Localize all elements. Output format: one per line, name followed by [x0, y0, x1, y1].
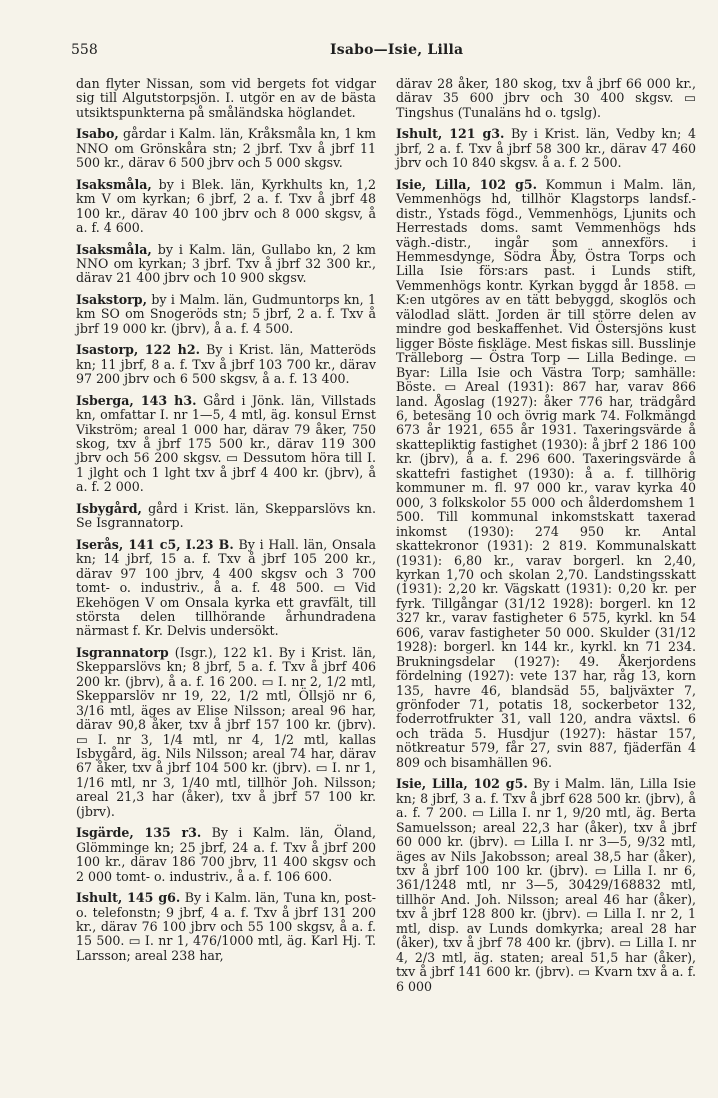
entry-headword: Isie, Lilla, 102 g5.	[396, 776, 528, 792]
entry	[76, 502, 376, 531]
right-column	[396, 77, 696, 1001]
entry-text: By i Krist. län, Vedby kn; 4 jbrf, 2 a. f. Txv å jbrf 58 300 kr., därav 47 460 jbrv och 10 840 skgsv. å a. f. 2 500.	[396, 126, 696, 171]
entry-text: (Isgr.), 122 k1. By i Krist. län, Skepparslövs kn; 8 jbrf, 5 a. f. Txv å jbrf 406 200 kr. (jbrv), å a. f. 16 200. ▭ I. nr 2, 1/2 mtl, Skepparslöv nr 19, 22, 1/2 mtl, Öllsjö nr 6, 3/16 mtl, äges av Elise Nilsson; areal 96 har, därav 90,8 åker, txv å jbrf 157 100 kr. (jbrv). ▭ I. nr 3, 1/4 mtl, nr 4, 1/2 mtl, kallas Isbygård, äg. Nils Nilsson; areal 74 har, därav 67 åker, txv å jbrf 104 500 kr. (jbrv). ▭ I. nr 1, 1/16 mtl, nr 3, 1/40 mtl, tillhör Joh. Nilsson; areal 21,3 har (åker), txv å jbrf 57 100 kr. (jbrv).	[76, 644, 376, 819]
entry	[76, 77, 376, 120]
entry	[76, 646, 376, 819]
entry-text: gårdar i Kalm. län, Kråksmåla kn, 1 km NNO om Grönskåra stn; 2 jbrf. Txv å jbrf 11 500 kr., därav 6 500 jbrv och 5 000 skgsv.	[76, 126, 376, 171]
entry-headword: Isastorp, 122 h2.	[76, 342, 200, 358]
entry-headword: Isakstorp,	[76, 291, 147, 307]
entry-text: gård i Krist. län, Skepparslövs kn. Se Isgrannatorp.	[76, 500, 376, 531]
entry-headword: Isberga, 143 h3.	[76, 392, 197, 408]
entry-text: Kommun i Malm. län, Vemmenhögs hd, tillhör Klagstorps landsf.-distr., Ystads fögd., Vemmenhögs, Ljunits och Herrestads doms. samt Vemmenhögs hds vägh.-distr., ingår som annexförs. i Hemmesdynge, Södra Åby, Östra Torps och Lilla Isie förs:ars past. i Lunds stift, Vemmenhögs kontr. Kyrkan byggd år 1858. ▭ K:en utgöres av en tätt bebyggd, skoglös och välodlad slätt. Jorden är till större delen av mindre god beskaffenhet. Vid Östersjöns kust ligger Böste fiskläge. Mest fiskas sill. Busslinje Trälleborg — Östra Torp — Lilla Bedinge. ▭ Byar: Lilla Isie och Västra Torp; samhälle: Böste. ▭ Areal (1931): 867 har, varav 866 land. Ågoslag (1927): åker 776 har, trädgård 6, betesäng 10 och övrig mark 74. Folkmängd 673 år 1921, 655 år 1931. Taxeringsvärde å skattepliktig fastighet (1930): å jbrf 2 186 100 kr. (jbrv), å a. f. 296 600. Taxeringsvärde å skattefri fastighet (1930): å a. f. tillhörig kommuner m. fl. 97 000 kr., varav kyrka 40 000, 3 folkskolor 55 000 och ålderdomshem 1 500. Till kommunal inkomstskatt taxerad inkomst (1930): 274 950 kr. Antal skattekronor (1931): 2 819. Kommunalskatt (1931): 6,80 kr., varav borgerl. kn 2,40, kyrkan 1,70 och skolan 2,70. Landstingsskatt (1931): 2,20 kr. Vägskatt (1931): 0,20 kr. per fyrk. Tillgångar (31/12 1928): borgerl. kn 12 327 kr., varav fastigheter 6 575, kyrkl. kn 54 606, varav fastigheter 50 000. Skulder (31/12 1928): borgerl. kn 144 kr., kyrkl. kn 71 234. Brukningsdelar (1927): 49. Åkerjordens fördelning (1927): vete 137 har, råg 13, korn 135, havre 46, blandsäd 55, baljväxter 7, grönfoder 71, potatis 18, sockerbetor 132, foderrotfrukter 31, vall 120, andra växtsl. 6 och träda 5. Husdjur (1927): hästar 157, nötkreatur 579, får 27, svin 887, fjäderfän 4 809 och bisamhällen 96.	[396, 176, 696, 770]
entry	[76, 891, 376, 963]
entry-headword: Isabo,	[76, 126, 119, 142]
entry-text: by i Malm. län, Gudmuntorps kn, 1 km SO om Snogeröds stn; 5 jbrf, 2 a. f. Txv å jbrf 19 000 kr. (jbrv), å a. f. 4 500.	[76, 291, 376, 336]
entry-text: By i Kalm. län, Öland, Glömminge kn; 25 jbrf, 24 a. f. Txv å jbrf 200 100 kr., därav 186 700 jbrv, 11 400 skgsv och 2 000 tomt- o. industriv., å a. f. 106 600.	[76, 825, 376, 884]
entry	[76, 826, 376, 884]
entry-text: by i Kalm. län, Gullabo kn, 2 km NNO om kyrkan; 3 jbrf. Txv å jbrf 32 300 kr., därav 21 400 jbrv och 10 900 skgsv.	[76, 241, 376, 286]
entry-text: By i Kalm. län, Tuna kn, post- o. telefonstn; 9 jbrf, 4 a. f. Txv å jbrf 131 200 kr., därav 76 100 jbrv och 55 100 skgsv, å a. f. 15 500. ▭ I. nr 1, 476/1000 mtl, äg. Karl Hj. T. Larsson; areal 238 har,	[76, 890, 376, 963]
entry-text: by i Blek. län, Kyrkhults kn, 1,2 km V om kyrkan; 6 jbrf, 2 a. f. Txv å jbrf 48 100 kr., därav 40 100 jbrv och 8 000 skgsv, å a. f. 4 600.	[76, 176, 376, 236]
entry	[396, 178, 696, 771]
entry	[76, 178, 376, 236]
entry-headword: Isaksmåla,	[76, 176, 152, 192]
entry-headword: Isgrannatorp	[76, 644, 169, 660]
entry-headword: Isbygård,	[76, 500, 142, 516]
entry-headword: Iserås, 141 c5, I.23 B.	[76, 536, 234, 552]
entry	[396, 127, 696, 170]
entry	[76, 293, 376, 336]
entry-text: Gård i Jönk. län, Villstads kn, omfattar I. nr 1—5, 4 mtl, äg. konsul Ernst Vikström; areal 1 000 har, därav 79 åker, 750 skog, txv å jbrf 175 500 kr., därav 119 300 jbrv och 56 200 skgsv. ▭ Dessutom höra till I. 1 jlght och 1 lght txv å jbrf 4 400 kr. (jbrv), å a. f. 2 000.	[76, 392, 376, 495]
entry	[396, 77, 696, 120]
entry	[76, 127, 376, 170]
entry	[76, 243, 376, 286]
entry-text: By i Malm. län, Lilla Isie kn; 8 jbrf, 3 a. f. Txv å jbrf 628 500 kr. (jbrv), å a. f. 7 200. ▭ Lilla I. nr 1, 9/20 mtl, äg. Berta Samuelsson; areal 22,3 har (åker), txv å jbrf 60 000 kr. (jbrv). ▭ Lilla I. nr 3—5, 9/32 mtl, äges av Nils Jakobsson; areal 38,5 har (åker), txv å jbrf 100 100 kr. (jbrv). ▭ Lilla I. nr 6, 361/1248 mtl, nr 3—5, 30429/168832 mtl, tillhör And. Joh. Nilsson; areal 46 har (åker), txv å jbrf 128 800 kr. (jbrv). ▭ Lilla I. nr 2, 1 mtl, disp. av Lunds domkyrka; areal 28 har (åker), txv å jbrf 78 400 kr. (jbrv). ▭ Lilla I. nr 4, 2/3 mtl, äg. staten; areal 51,5 har (åker), txv å jbrf 141 600 kr. (jbrv). ▭ Kvarn txv å a. f. 6 000	[396, 776, 696, 994]
entry	[76, 394, 376, 495]
entry-headword: Ishult, 145 g6.	[76, 890, 181, 906]
left-column	[76, 77, 376, 970]
entry-text: dan flyter Nissan, som vid bergets fot vidgar sig till Algutstorpsjön. I. utgör en av de bästa utsiktspunkterna på småländska höglandet.	[76, 76, 376, 120]
entry	[396, 777, 696, 994]
running-title: Isabo—Isie, Lilla	[330, 42, 464, 58]
entry-headword: Isie, Lilla, 102 g5.	[396, 176, 537, 192]
entry-headword: Isgärde, 135 r3.	[76, 825, 202, 841]
page-number: 558	[71, 42, 98, 58]
entry	[76, 538, 376, 639]
entry-text: By i Hall. län, Onsala kn; 14 jbrf, 15 a. f. Txv å jbrf 105 200 kr., därav 97 100 jbrv, 4 400 skgsv och 3 700 tomt- o. industriv., å a. f. 48 500. ▭ Vid Ekehögen V om Onsala kyrka ett gravfält, till största delen tillhörande århundradena närmast f. Kr. Delvis undersökt.	[76, 536, 376, 639]
entry	[76, 343, 376, 386]
entry-text: därav 28 åker, 180 skog, txv å jbrf 66 000 kr., därav 35 600 jbrv och 30 400 skgsv. ▭ Tingshus (Tunaläns hd o. tgslg).	[396, 76, 696, 120]
entry-headword: Ishult, 121 g3.	[396, 126, 505, 142]
entry-text: By i Krist. län, Matteröds kn; 11 jbrf, 8 a. f. Txv å jbrf 103 700 kr., därav 97 200 jbrv och 6 500 skgsv, å a. f. 13 400.	[76, 342, 376, 387]
entry-headword: Isaksmåla,	[76, 241, 152, 257]
